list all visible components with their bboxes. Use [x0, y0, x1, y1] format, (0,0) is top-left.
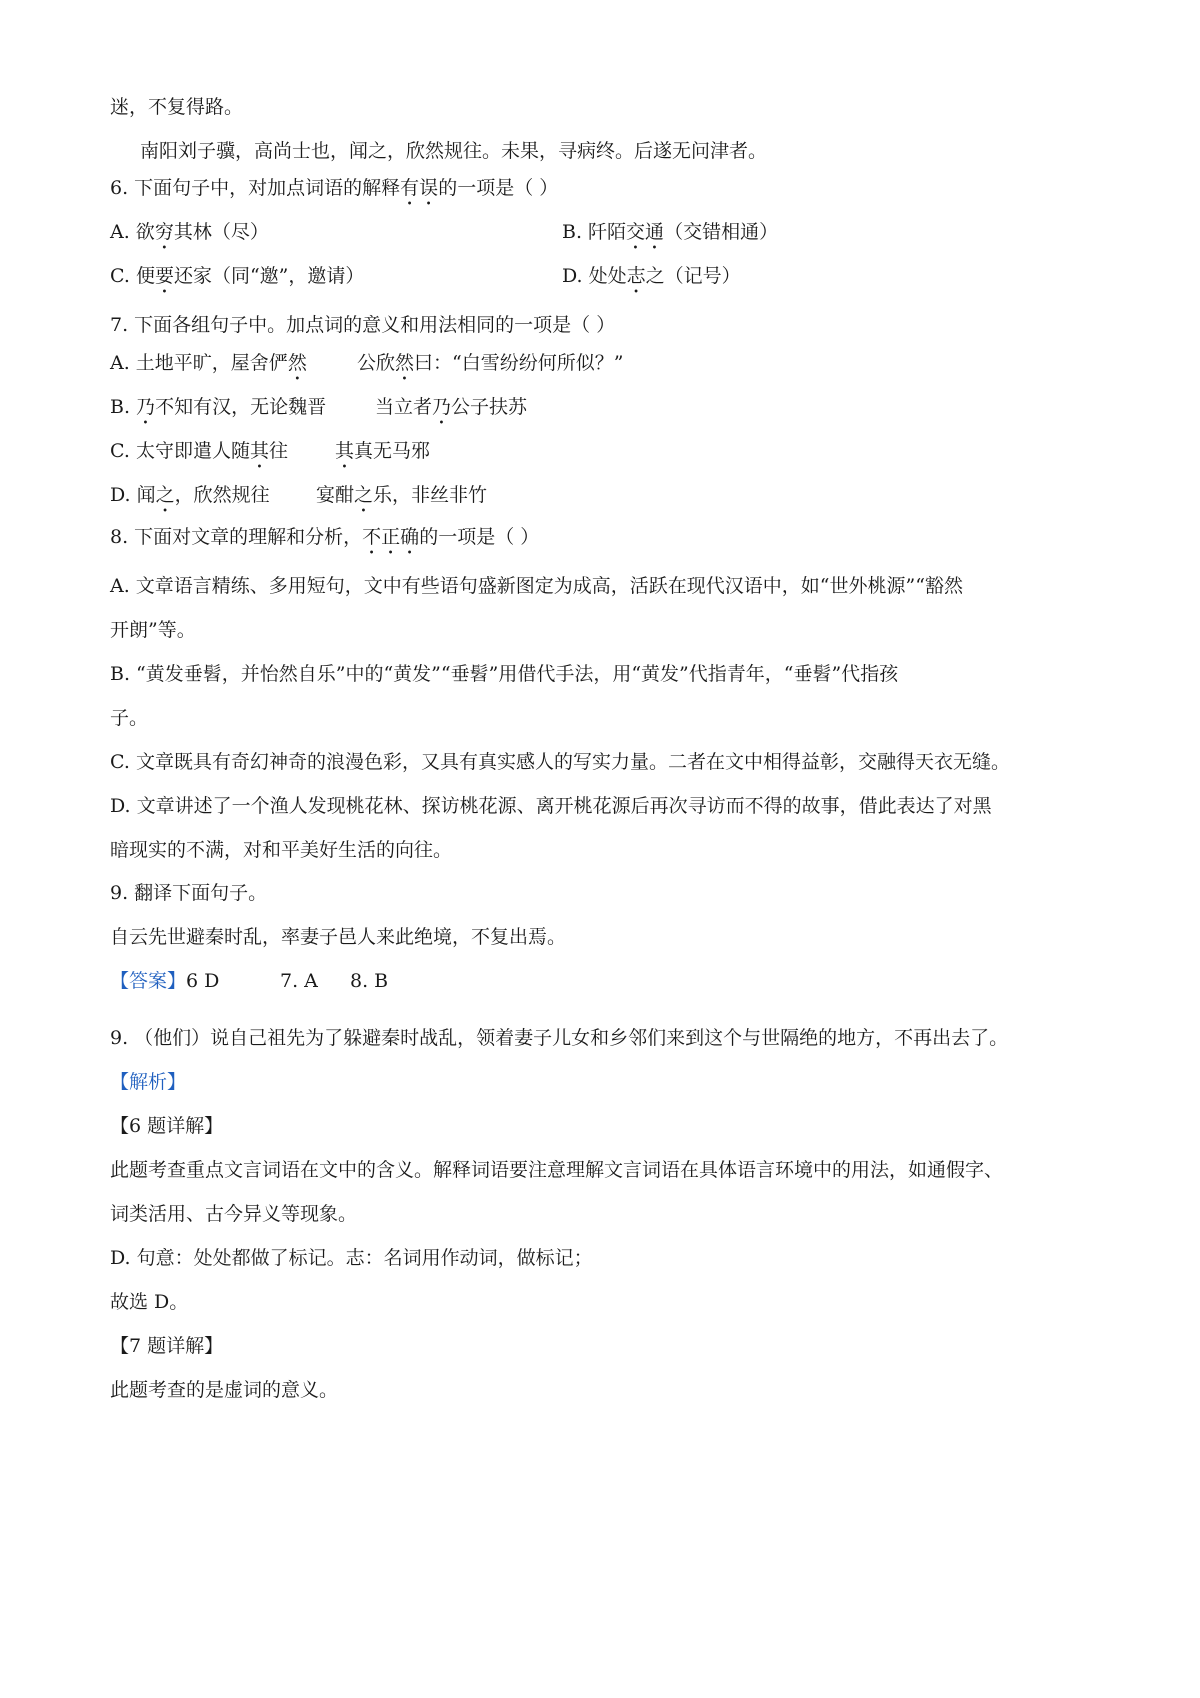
q6-stem: 6. 下面句子中，对加点词语的解释有误的一项是（ ）: [110, 177, 559, 199]
analysis-paragraph: 词类活用、古今异义等现象。: [110, 1203, 358, 1225]
answer-line: [110, 967, 1110, 995]
answer-label: 【答案】: [110, 970, 187, 992]
q7-option-c: C. 太守即遣人随其往 其真无马邪: [110, 440, 431, 462]
q8-option-a: A. 文章语言精练、多用短句，文中有些语句盛新图定为成高，活跃在现代汉语中，如“世外桃源”“豁然: [110, 575, 963, 597]
passage-line: 迷，不复得路。: [110, 96, 244, 118]
analysis-paragraph: 故选 D。: [110, 1291, 189, 1313]
q6-options-row: [110, 218, 1110, 246]
emphasis-text: 有误: [400, 177, 439, 199]
analysis-paragraph: 此题考查重点文言词语在文中的含义。解释词语要注意理解文言词语在具体语言环境中的用法，如通假字、: [110, 1159, 1004, 1181]
q7-stem: 7. 下面各组句子中。加点词的意义和用法相同的一项是（ ）: [110, 314, 616, 336]
q8-option-b: B. “黄发垂髫，并怡然自乐”中的“黄发”“垂髫”用借代手法，用“黄发”代指青年，“垂髫”代指孩: [110, 663, 899, 685]
answer-6: 6 D: [186, 970, 220, 992]
emphasis-text: 不正确: [362, 526, 420, 548]
heading-q7: 【7 题详解】: [110, 1335, 224, 1357]
q7-option-d: D. 闻之，欣然规往 宴酣之乐，非丝非竹: [110, 484, 488, 506]
heading-q6: 【6 题详解】: [110, 1115, 224, 1137]
q6-option-c: C. 便要还家（同“邀”，邀请）: [110, 265, 365, 287]
q8-stem: 8. 下面对文章的理解和分析，不正确的一项是（ ）: [110, 526, 540, 548]
q7-option-b: B. 乃不知有汉，无论魏晋 当立者乃公子扶苏: [110, 396, 528, 418]
q8-option-c: C. 文章既具有奇幻神奇的浪漫色彩，又具有真实感人的写实力量。二者在文中相得益彰，交融得天衣无缝。: [110, 751, 1010, 773]
analysis-label: 【解析】: [110, 1071, 187, 1093]
q6-option-d: D. 处处志之（记号）: [562, 265, 741, 287]
q9-sentence: 自云先世避秦时乱，率妻子邑人来此绝境，不复出焉。: [110, 926, 567, 948]
q8-option-b-cont: 子。: [110, 707, 149, 729]
answer-8: 8. B: [350, 970, 389, 992]
passage-line: 南阳刘子骥，高尚士也，闻之，欣然规往。未果，寻病终。后遂无问津者。: [140, 140, 768, 162]
q6-options-row: [110, 262, 1110, 290]
q8-option-d-cont: 暗现实的不满，对和平美好生活的向往。: [110, 839, 453, 861]
analysis-paragraph: D. 句意：处处都做了标记。志：名词用作动词，做标记；: [110, 1247, 593, 1269]
q6-option-b: B. 阡陌交通（交错相通）: [562, 221, 779, 243]
q8-option-a-cont: 开朗”等。: [110, 619, 196, 641]
q8-option-d: D. 文章讲述了一个渔人发现桃花林、探访桃花源、离开桃花源后再次寻访而不得的故事，借此表达了对黑: [110, 795, 992, 817]
q9-stem: 9. 翻译下面句子。: [110, 882, 268, 904]
answer-9: 9. （他们）说自己祖先为了躲避秦时战乱，领着妻子儿女和乡邻们来到这个与世隔绝的地方，不再出去了。: [110, 1027, 1009, 1049]
q7-option-a: A. 土地平旷，屋舍俨然 公欣然曰：“白雪纷纷何所似？”: [110, 352, 624, 374]
analysis-paragraph: 此题考查的是虚词的意义。: [110, 1379, 339, 1401]
answer-7: 7. A: [280, 970, 318, 992]
q6-option-a: A. 欲穷其林（尽）: [110, 221, 269, 243]
